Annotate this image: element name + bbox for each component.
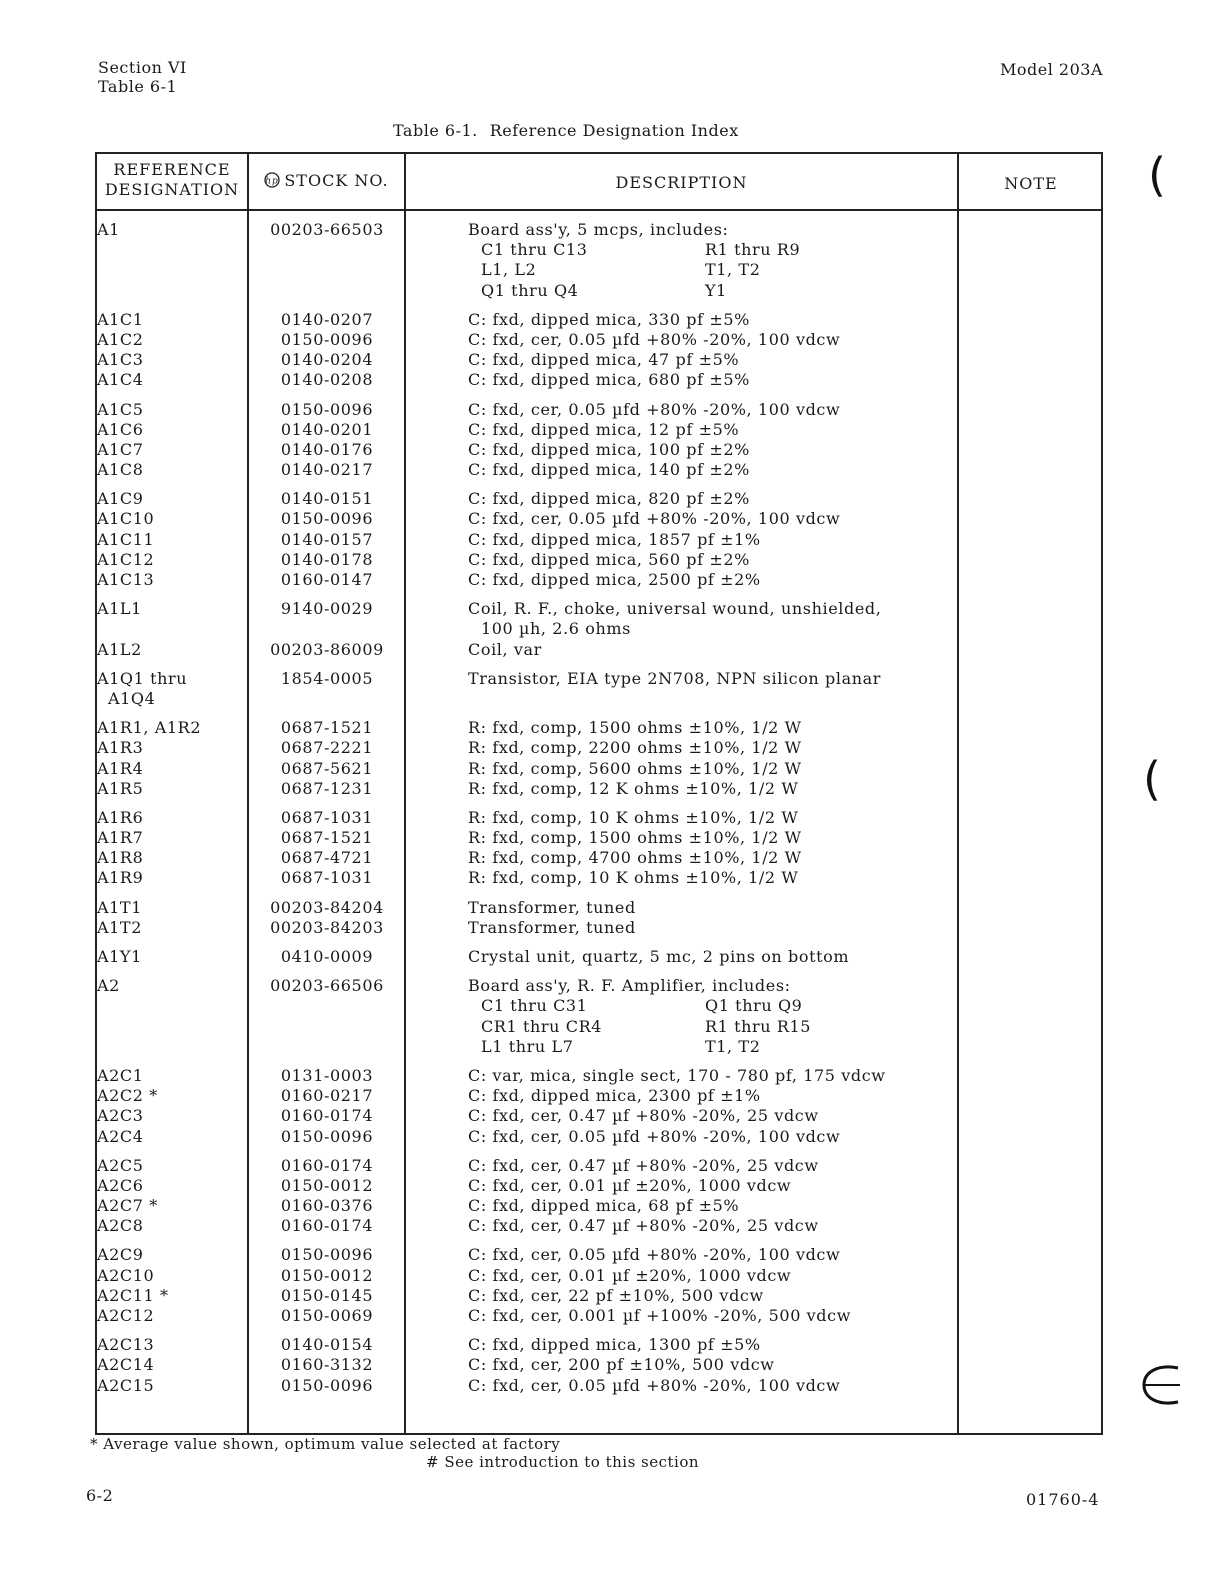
page-number: 6-2 <box>86 1486 114 1505</box>
table-row: Q1 thru Q4 Y1 <box>481 280 727 300</box>
table-row: A2C10 0150-0012 C: fxd, cer, 0.01 µf ±20%, 1000 vdcw <box>97 1265 792 1285</box>
table-row: A2C1 0131-0003 C: var, mica, single sect, 170 - 780 pf, 175 vdcw <box>97 1065 886 1085</box>
table-row: A2C2 * 0160-0217 C: fxd, dipped mica, 2300 pf ±1% <box>97 1086 761 1106</box>
table-row: A2C5 0160-0174 C: fxd, cer, 0.47 µf +80% -20%, 25 vdcw <box>97 1155 819 1175</box>
table-row: A2C14 0160-3132 C: fxd, cer, 200 pf ±10%, 500 vdcw <box>97 1355 775 1375</box>
table-row: A2C8 0160-0174 C: fxd, cer, 0.47 µf +80% -20%, 25 vdcw <box>97 1216 819 1236</box>
table-row: A1C9 0140-0151 C: fxd, dipped mica, 820 pf ±2% <box>97 489 750 509</box>
table-row: A1C5 0150-0096 C: fxd, cer, 0.05 µfd +80% -20%, 100 vdcw <box>97 399 841 419</box>
column-header-reference <box>97 160 247 200</box>
binder-hole-icon: ( <box>1148 148 1166 202</box>
column-header-stock <box>249 171 404 191</box>
header-divider <box>95 209 1103 211</box>
table-row: A1 00203-66503 Board ass'y, 5 mcps, includes: <box>97 220 729 239</box>
column-header-stock-label: STOCK NO. <box>284 171 389 190</box>
hp-logo-icon <box>264 172 280 188</box>
table-row: A2C11 * 0150-0145 C: fxd, cer, 22 pf ±10%, 500 vdcw <box>97 1285 764 1305</box>
table-row: A1C7 0140-0176 C: fxd, dipped mica, 100 pf ±2% <box>97 439 750 459</box>
table-row: A1C1 0140-0207 C: fxd, dipped mica, 330 pf ±5% <box>97 309 750 329</box>
table-row: A1C13 0160-0147 C: fxd, dipped mica, 2500 pf ±2% <box>97 570 761 589</box>
table-row: A1R3 0687-2221 R: fxd, comp, 2200 ohms ±10%, 1/2 W <box>97 738 802 758</box>
table-name: Reference Designation Index <box>489 121 739 140</box>
table-row: A1C3 0140-0204 C: fxd, dipped mica, 47 pf ±5% <box>97 350 740 370</box>
table-row: A1L1 9140-0029 Coil, R. F., choke, universal wound, unshielded, <box>97 599 882 619</box>
footnote-asterisk: * Average value shown, optimum value selected at factory <box>90 1435 561 1453</box>
table-title <box>393 121 739 140</box>
table-row: CR1 thru CR4 R1 thru R15 <box>481 1016 812 1036</box>
table-row: A2C7 * 0160-0376 C: fxd, dipped mica, 68 pf ±5% <box>97 1196 740 1216</box>
footnote-hash: # See introduction to this section <box>426 1453 700 1471</box>
table-row: A1C6 0140-0201 C: fxd, dipped mica, 12 pf ±5% <box>97 419 740 439</box>
table-row: A1R9 0687-1031 R: fxd, comp, 10 K ohms ±10%, 1/2 W <box>97 868 799 888</box>
table-row: A2C6 0150-0012 C: fxd, cer, 0.01 µf ±20%, 1000 vdcw <box>97 1175 792 1195</box>
table-row: A1C4 0140-0208 C: fxd, dipped mica, 680 pf ±5% <box>97 370 750 390</box>
column-header-note: NOTE <box>1004 174 1058 193</box>
table-row: A1Q1 thru 1854-0005 Transistor, EIA type 2N708, NPN silicon planar <box>97 668 882 688</box>
table-row: A1R4 0687-5621 R: fxd, comp, 5600 ohms ±10%, 1/2 W <box>97 758 802 778</box>
table-row: A2C13 0140-0154 C: fxd, dipped mica, 1300 pf ±5% <box>97 1335 761 1355</box>
table-row: A2C9 0150-0096 C: fxd, cer, 0.05 µfd +80% -20%, 100 vdcw <box>97 1245 841 1265</box>
table-row: A2 00203-66506 Board ass'y, R. F. Amplifier, includes: <box>97 976 791 996</box>
table-number: Table 6-1. <box>393 121 478 140</box>
table-row: A2C3 0160-0174 C: fxd, cer, 0.47 µf +80% -20%, 25 vdcw <box>97 1106 819 1126</box>
table-row: A1C8 0140-0217 C: fxd, dipped mica, 140 pf ±2% <box>97 460 750 480</box>
column-header-reference-line1: REFERENCE <box>113 160 231 179</box>
table-row: A2C4 0150-0096 C: fxd, cer, 0.05 µfd +80% -20%, 100 vdcw <box>97 1126 841 1146</box>
table-row: A1R8 0687-4721 R: fxd, comp, 4700 ohms ±10%, 1/2 W <box>97 848 802 868</box>
document-number: 01760-4 <box>1026 1490 1100 1509</box>
table-row: A1R5 0687-1231 R: fxd, comp, 12 K ohms ±10%, 1/2 W <box>97 778 799 798</box>
binder-hole-icon: ( <box>1143 752 1161 806</box>
table-body <box>0 220 1224 1396</box>
table-row: C1 thru C13 R1 thru R9 <box>481 240 801 260</box>
section-label: Section VI <box>98 58 187 77</box>
binder-hole-icon <box>1138 1360 1184 1410</box>
model-label: Model 203A <box>1000 60 1104 79</box>
table-row: A1L2 00203-86009 Coil, var <box>97 639 542 659</box>
table-row: A1C10 0150-0096 C: fxd, cer, 0.05 µfd +80% -20%, 100 vdcw <box>97 509 841 529</box>
table-row: L1 thru L7 T1, T2 <box>481 1036 761 1056</box>
table-row: 100 µh, 2.6 ohms <box>481 619 631 639</box>
table-row: L1, L2 T1, T2 <box>481 260 761 280</box>
table-row: A1Q4 <box>108 688 156 708</box>
column-header-description: DESCRIPTION <box>615 173 748 192</box>
table-row: A1R1, A1R2 0687-1521 R: fxd, comp, 1500 ohms ±10%, 1/2 W <box>97 718 802 738</box>
table-row: A1C11 0140-0157 C: fxd, dipped mica, 1857 pf ±1% <box>97 529 761 549</box>
table-row: A2C12 0150-0069 C: fxd, cer, 0.001 µf +100% -20%, 500 vdcw <box>97 1306 852 1325</box>
table-row: A1Y1 0410-0009 Crystal unit, quartz, 5 mc, 2 pins on bottom <box>97 947 850 966</box>
table-row: A2C15 0150-0096 C: fxd, cer, 0.05 µfd +80% -20%, 100 vdcw <box>97 1375 841 1395</box>
svg-text:hp: hp <box>265 176 280 187</box>
table-row: A1R7 0687-1521 R: fxd, comp, 1500 ohms ±10%, 1/2 W <box>97 828 802 848</box>
table-row: A1R6 0687-1031 R: fxd, comp, 10 K ohms ±10%, 1/2 W <box>97 807 799 827</box>
table-row: A1C2 0150-0096 C: fxd, cer, 0.05 µfd +80% -20%, 100 vdcw <box>97 329 841 349</box>
table-ref-label: Table 6-1 <box>98 77 178 96</box>
table-row: A1C12 0140-0178 C: fxd, dipped mica, 560 pf ±2% <box>97 549 750 569</box>
column-header-reference-line2: DESIGNATION <box>104 180 240 199</box>
page-header-section <box>98 58 187 96</box>
table-row: A1T2 00203-84203 Transformer, tuned <box>97 917 636 937</box>
table-row: C1 thru C31 Q1 thru Q9 <box>481 996 803 1016</box>
table-row: A1T1 00203-84204 Transformer, tuned <box>97 897 636 917</box>
